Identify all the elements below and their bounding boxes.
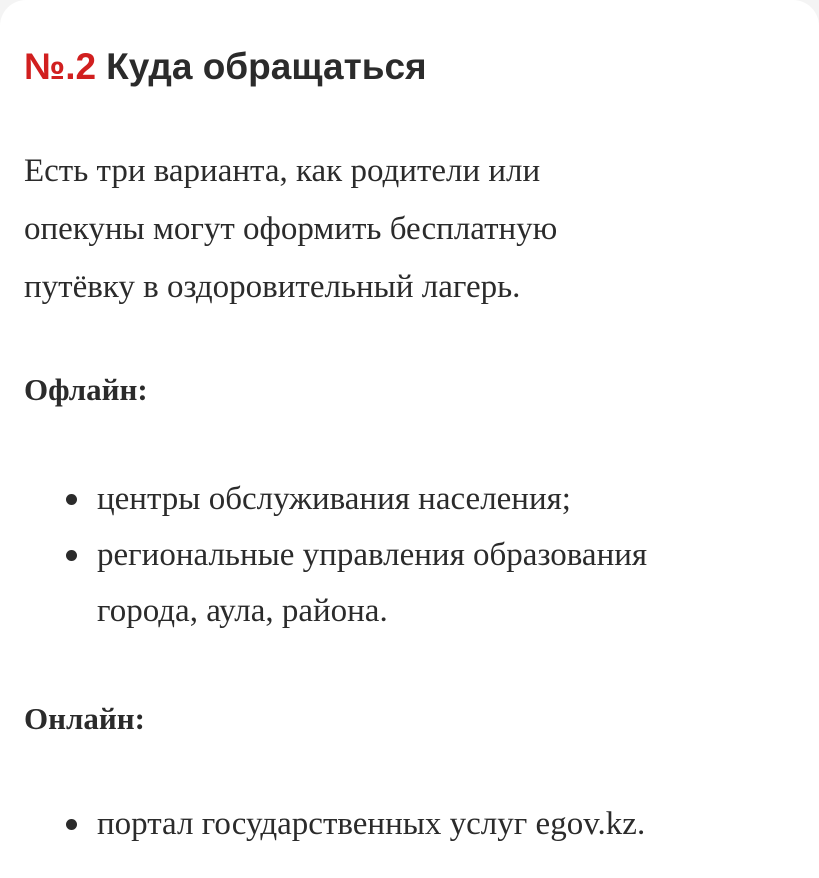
list-item <box>0 527 797 639</box>
list-item-text: региональные управления образования <box>97 537 648 573</box>
list-item-text: города, аула, района. <box>97 593 388 629</box>
section-number: №.2 <box>24 46 97 87</box>
section-title: Куда обращаться <box>106 46 427 87</box>
bullet-icon <box>66 494 77 505</box>
online-list <box>0 796 819 852</box>
bullet-icon <box>66 550 77 561</box>
intro-line: Есть три варианта, как родители или <box>24 153 541 189</box>
intro-line: опекуны могут оформить бесплатную <box>24 211 558 247</box>
list-item <box>0 471 797 527</box>
offline-list <box>0 471 819 639</box>
offline-title: Офлайн: <box>24 372 148 407</box>
list-item <box>0 796 797 852</box>
list-item-text: портал государственных услуг egov.kz. <box>97 806 646 842</box>
online-title: Онлайн: <box>24 701 145 736</box>
intro-line: путёвку в оздоровительный лагерь. <box>24 269 521 305</box>
section-heading <box>24 42 427 92</box>
intro-paragraph <box>24 142 794 316</box>
bullet-icon <box>66 819 77 830</box>
list-item-text: центры обслуживания населения; <box>97 481 571 517</box>
